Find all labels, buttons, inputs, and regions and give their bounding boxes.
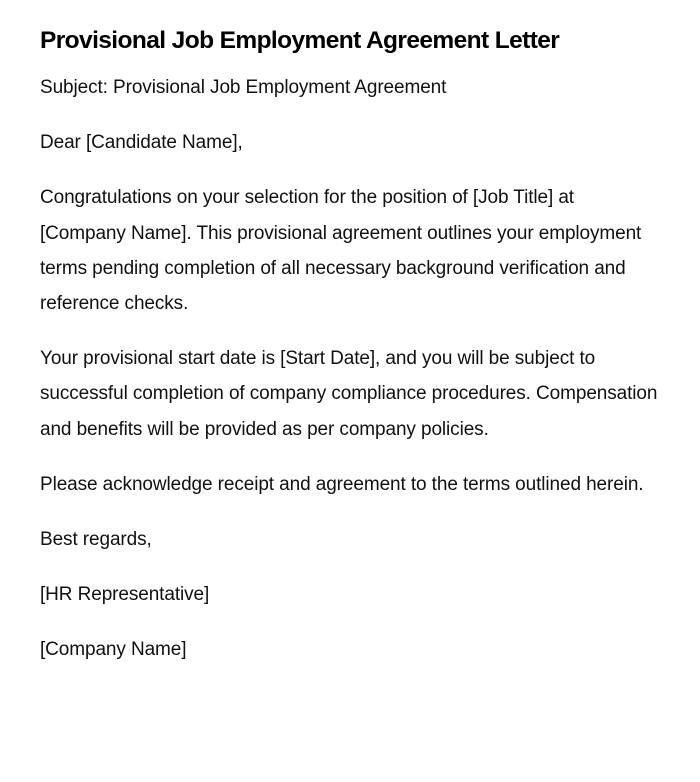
closing-line: Best regards, bbox=[40, 529, 152, 551]
signature-company: [Company Name] bbox=[40, 639, 187, 661]
body-paragraph-start-date: Your provisional start date is [Start Date], and you will be subject to successful completion of company compliance procedures. Compensation and benefits will be provided as per company policies. bbox=[40, 348, 658, 440]
signature-name: [HR Representative] bbox=[40, 584, 210, 606]
greeting: Dear [Candidate Name], bbox=[40, 132, 243, 154]
document-title: Provisional Job Employment Agreement Letter bbox=[40, 27, 560, 54]
body-paragraph-selection: Congratulations on your selection for the position of [Job Title] at [Company Name]. This provisional agreement outlines your employment terms pending completion of all necessary background verification and reference checks. bbox=[40, 187, 642, 315]
letter-document bbox=[40, 24, 660, 668]
subject-line: Subject: Provisional Job Employment Agreement bbox=[40, 77, 447, 98]
body-paragraph-acknowledge: Please acknowledge receipt and agreement to the terms outlined herein. bbox=[40, 473, 644, 495]
